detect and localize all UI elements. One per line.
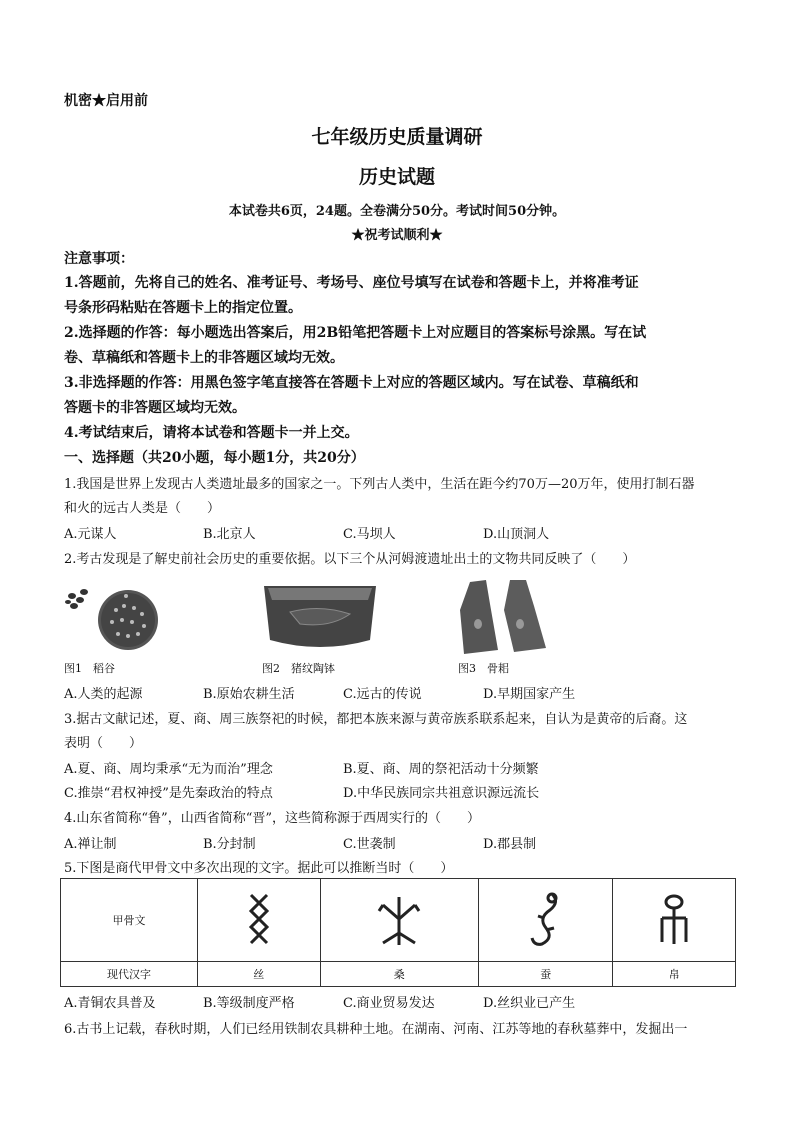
q1-option-c: C.马坝人 (343, 527, 396, 542)
question-6-line: 6.古书上记载，春秋时期，人们已经用铁制农具耕种土地。在湖南、河南、江苏等地的春秋墓葬中，发掘出一 (64, 1022, 688, 1037)
oracle-glyph-silk (198, 879, 321, 962)
confidential-label: 机密★启用前 (64, 93, 148, 109)
q2-option-a: A.人类的起源 (64, 687, 143, 702)
q2-option-d: D.早期国家产生 (483, 687, 576, 702)
modern-char-silkworm: 蚕 (478, 962, 613, 987)
section-heading: 一、选择题（共20小题，每小题1分，共20分） (64, 450, 365, 466)
notice-line: 4.考试结束后，请将本试卷和答题卡一并上交。 (64, 425, 359, 441)
question-3-line: 3.据古文献记述，夏、商、周三族祭祀的时候，都把本族来源与黄帝族系联系起来，自认为是黄帝的后裔。这 (64, 712, 688, 727)
question-1-line: 和火的远古人类是（ ） (64, 501, 221, 516)
bone-spade-image (456, 574, 552, 658)
modern-row-label: 现代汉字 (61, 962, 198, 987)
notice-line: 2.选择题的作答：每小题选出答案后，用2B铅笔把答题卡上对应题目的答案标号涂黑。写在试 (64, 325, 647, 341)
oracle-glyph-mulberry (320, 879, 478, 962)
q1-option-a: A.元谋人 (64, 527, 117, 542)
figure-1-caption: 图1 稻谷 (64, 662, 115, 675)
rice-grain-image (62, 580, 162, 654)
question-4-line: 4.山东省简称“鲁”，山西省简称“晋”，这些简称源于西周实行的（ ） (64, 811, 480, 826)
q4-option-a: A.禅让制 (64, 837, 117, 852)
q4-option-b: B.分封制 (203, 837, 256, 852)
exam-title: 七年级历史质量调研 (311, 126, 483, 148)
q5-option-a: A.青铜农具普及 (64, 996, 156, 1011)
modern-char-silk: 丝 (198, 962, 321, 987)
oracle-bone-table (60, 878, 736, 987)
q2-option-c: C.远古的传说 (343, 687, 422, 702)
question-1-line: 1.我国是世界上发现古人类遗址最多的国家之一。下列古人类中，生活在距今约70万—20万年，使用打制石器 (64, 477, 695, 492)
exam-subtitle: 历史试题 (358, 166, 435, 188)
q4-option-c: C.世袭制 (343, 837, 396, 852)
silk-glyph-icon (239, 889, 279, 949)
exam-wish: ★祝考试顺利★ (351, 228, 443, 243)
notice-heading: 注意事项： (64, 251, 134, 267)
q3-option-b: B.夏、商、周的祭祀活动十分频繁 (343, 762, 539, 777)
cloth-glyph-icon (654, 888, 694, 950)
question-2-line: 2.考古发现是了解史前社会历史的重要依据。以下三个从河姆渡遗址出土的文物共同反映了（ ） (64, 552, 636, 567)
q2-option-b: B.原始农耕生活 (203, 687, 295, 702)
question-5-line: 5.下图是商代甲骨文中多次出现的文字。据此可以推断当时（ ） (64, 861, 454, 876)
mulberry-glyph-icon (373, 889, 425, 949)
modern-char-mulberry: 桑 (320, 962, 478, 987)
notice-line: 卷、草稿纸和答题卡上的非答题区域均无效。 (64, 350, 344, 366)
oracle-glyph-cloth (613, 879, 736, 962)
q3-option-a: A.夏、商、周均秉承“无为而治”理念 (64, 762, 273, 777)
question-3-line: 表明（ ） (64, 736, 143, 751)
q1-option-d: D.山顶洞人 (483, 527, 550, 542)
notice-line: 号条形码粘贴在答题卡上的指定位置。 (64, 300, 302, 316)
modern-char-cloth: 帛 (613, 962, 736, 987)
silkworm-glyph-icon (524, 888, 568, 950)
q3-option-c: C.推崇“君权神授”是先秦政治的特点 (64, 786, 273, 801)
oracle-glyph-silkworm (478, 879, 613, 962)
figure-2-caption: 图2 猪纹陶钵 (262, 662, 335, 675)
q1-option-b: B.北京人 (203, 527, 256, 542)
exam-info: 本试卷共6页，24题。全卷满分50分。考试时间50分钟。 (228, 204, 566, 219)
figure-3-caption: 图3 骨耜 (458, 662, 509, 675)
q5-option-d: D.丝织业已产生 (483, 996, 576, 1011)
oracle-row-label: 甲骨文 (61, 879, 198, 962)
q5-option-c: C.商业贸易发达 (343, 996, 435, 1011)
notice-line: 1.答题前，先将自己的姓名、准考证号、考场号、座位号填写在试卷和答题卡上，并将准考证 (64, 275, 639, 291)
pig-pattern-pottery-bowl-image (260, 578, 380, 656)
notice-line: 3.非选择题的作答：用黑色签字笔直接答在答题卡上对应的答题区域内。写在试卷、草稿纸和 (64, 375, 639, 391)
q3-option-d: D.中华民族同宗共祖意识源远流长 (343, 786, 540, 801)
q5-option-b: B.等级制度严格 (203, 996, 295, 1011)
q4-option-d: D.郡县制 (483, 837, 537, 852)
notice-line: 答题卡的非答题区域均无效。 (64, 400, 246, 416)
